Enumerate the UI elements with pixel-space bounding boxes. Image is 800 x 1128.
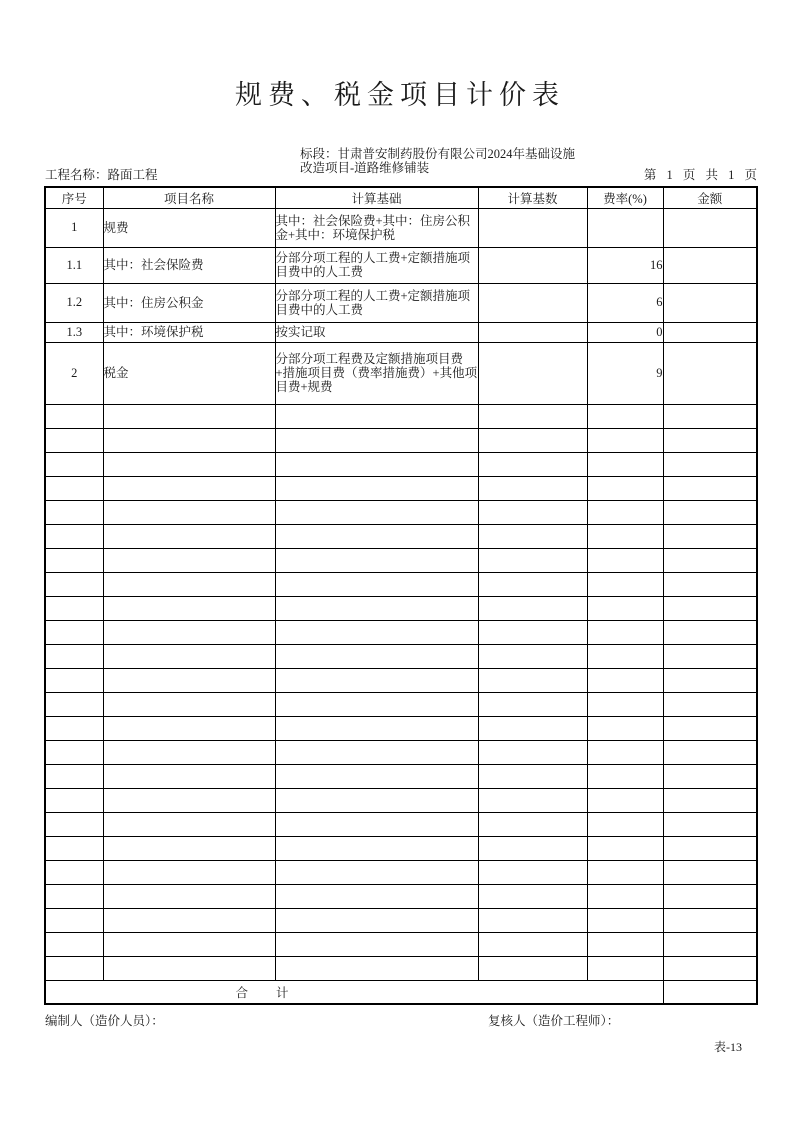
cell-name: [103, 668, 275, 692]
cell-base: [478, 644, 587, 668]
cell-no: 1.3: [45, 322, 103, 342]
cell-name: [103, 524, 275, 548]
table-empty-row: [45, 572, 757, 596]
cell-basis: [275, 500, 478, 524]
cell-amount: [663, 692, 757, 716]
cell-name: [103, 716, 275, 740]
cell-no: [45, 500, 103, 524]
cell-base: [478, 836, 587, 860]
cell-base: [478, 860, 587, 884]
cell-name: [103, 740, 275, 764]
cell-base: [478, 788, 587, 812]
table-empty-row: [45, 452, 757, 476]
column-header-rate: 费率(%): [587, 187, 663, 208]
cell-rate: 6: [587, 283, 663, 322]
cell-base: [478, 812, 587, 836]
column-header-base: 计算基数: [478, 187, 587, 208]
table-row: [45, 283, 757, 322]
cell-basis: [275, 644, 478, 668]
cell-base: [478, 322, 587, 342]
table-empty-row: [45, 836, 757, 860]
cell-amount: [663, 644, 757, 668]
cell-name: [103, 404, 275, 428]
cell-amount: [663, 548, 757, 572]
column-header-name: 项目名称: [103, 187, 275, 208]
table-empty-row: [45, 884, 757, 908]
cell-basis: [275, 908, 478, 932]
cell-rate: [587, 908, 663, 932]
cell-no: [45, 812, 103, 836]
cell-base: [478, 764, 587, 788]
cell-no: [45, 596, 103, 620]
cell-rate: [587, 788, 663, 812]
cell-base: [478, 740, 587, 764]
cell-base: [478, 247, 587, 283]
cell-no: 2: [45, 342, 103, 404]
cell-no: [45, 524, 103, 548]
cell-rate: [587, 644, 663, 668]
cell-name: [103, 860, 275, 884]
table-empty-row: [45, 620, 757, 644]
cell-rate: 16: [587, 247, 663, 283]
cell-name: [103, 836, 275, 860]
section-line-1: 标段：甘肃普安制药股份有限公司2024年基础设施: [300, 147, 576, 161]
cell-basis: [275, 740, 478, 764]
cell-name: [103, 572, 275, 596]
cell-rate: [587, 956, 663, 980]
cell-rate: [587, 860, 663, 884]
cell-rate: [587, 692, 663, 716]
cell-rate: [587, 716, 663, 740]
table-empty-row: [45, 500, 757, 524]
cell-amount: [663, 476, 757, 500]
cell-name: [103, 692, 275, 716]
cell-amount: [663, 342, 757, 404]
cell-name: [103, 620, 275, 644]
header-info: [45, 146, 757, 184]
cell-name: [103, 476, 275, 500]
column-header-no: 序号: [45, 187, 103, 208]
cell-name: [103, 884, 275, 908]
cell-rate: 9: [587, 342, 663, 404]
table-empty-row: [45, 740, 757, 764]
cell-base: [478, 524, 587, 548]
cell-no: [45, 428, 103, 452]
cell-basis: [275, 524, 478, 548]
table-empty-row: [45, 404, 757, 428]
table-empty-row: [45, 908, 757, 932]
cell-base: [478, 572, 587, 596]
section-line-2: 改造项目-道路维修铺装: [300, 160, 430, 175]
cell-name: 税金: [103, 342, 275, 404]
cell-no: [45, 620, 103, 644]
cell-no: [45, 692, 103, 716]
cell-amount: [663, 836, 757, 860]
table-empty-row: [45, 668, 757, 692]
cell-amount: [663, 404, 757, 428]
cell-base: [478, 476, 587, 500]
cell-base: [478, 342, 587, 404]
page-number: 第 1 页 共 1 页: [643, 168, 757, 182]
table-empty-row: [45, 428, 757, 452]
cell-rate: [587, 476, 663, 500]
cell-no: [45, 788, 103, 812]
cell-rate: [587, 740, 663, 764]
cell-basis: [275, 572, 478, 596]
fees-table: [44, 186, 758, 1005]
cell-basis: [275, 548, 478, 572]
table-empty-row: [45, 596, 757, 620]
cell-base: [478, 908, 587, 932]
cell-basis: [275, 668, 478, 692]
cell-amount: [663, 668, 757, 692]
cell-rate: [587, 596, 663, 620]
cell-rate: [587, 404, 663, 428]
cell-no: [45, 668, 103, 692]
cell-base: [478, 428, 587, 452]
cell-rate: [587, 524, 663, 548]
cell-basis: [275, 836, 478, 860]
cell-rate: [587, 764, 663, 788]
table-row: [45, 322, 757, 342]
project-name-label: 工程名称：路面工程: [45, 168, 158, 182]
cell-name: [103, 932, 275, 956]
cell-name: [103, 956, 275, 980]
cell-amount: [663, 764, 757, 788]
cell-base: [478, 208, 587, 247]
cell-no: [45, 884, 103, 908]
table-empty-row: [45, 548, 757, 572]
cell-base: [478, 500, 587, 524]
cell-name: [103, 500, 275, 524]
cell-amount: [663, 956, 757, 980]
cell-base: [478, 716, 587, 740]
table-empty-row: [45, 476, 757, 500]
cell-name: 其中：社会保险费: [103, 247, 275, 283]
cell-basis: [275, 764, 478, 788]
preparer-label: 编制人（造价人员）：: [45, 1014, 164, 1028]
cell-no: [45, 836, 103, 860]
table-empty-row: [45, 860, 757, 884]
cell-basis: [275, 884, 478, 908]
cell-amount: [663, 452, 757, 476]
total-row: [45, 980, 757, 1004]
table-row: [45, 247, 757, 283]
cell-base: [478, 956, 587, 980]
cell-rate: [587, 428, 663, 452]
table-row: [45, 208, 757, 247]
cell-no: 1.2: [45, 283, 103, 322]
column-header-basis: 计算基础: [275, 187, 478, 208]
cell-basis: [275, 620, 478, 644]
cell-basis: [275, 716, 478, 740]
section-label: [300, 148, 575, 175]
cell-name: 其中：住房公积金: [103, 283, 275, 322]
cell-amount: [663, 788, 757, 812]
cell-no: [45, 572, 103, 596]
cell-amount: [663, 740, 757, 764]
cell-basis: 分部分项工程的人工费+定额措施项目费中的人工费: [275, 247, 478, 283]
table-empty-row: [45, 932, 757, 956]
total-amount-cell: [663, 980, 757, 1004]
cell-name: [103, 908, 275, 932]
cell-base: [478, 452, 587, 476]
cell-amount: [663, 908, 757, 932]
cell-amount: [663, 208, 757, 247]
cell-amount: [663, 932, 757, 956]
table-empty-row: [45, 692, 757, 716]
cell-rate: [587, 452, 663, 476]
cell-amount: [663, 428, 757, 452]
cell-rate: [587, 812, 663, 836]
cell-amount: [663, 524, 757, 548]
reviewer-label: 复核人（造价工程师）：: [488, 1014, 620, 1028]
cell-rate: [587, 208, 663, 247]
table-empty-row: [45, 956, 757, 980]
cell-name: 其中：环境保护税: [103, 322, 275, 342]
cell-amount: [663, 884, 757, 908]
cell-amount: [663, 812, 757, 836]
cell-name: [103, 812, 275, 836]
cell-name: [103, 428, 275, 452]
cell-amount: [663, 247, 757, 283]
cell-basis: [275, 476, 478, 500]
cell-no: [45, 404, 103, 428]
cell-rate: [587, 500, 663, 524]
cell-basis: 其中：社会保险费+其中：住房公积金+其中：环境保护税: [275, 208, 478, 247]
cell-no: [45, 764, 103, 788]
cell-base: [478, 404, 587, 428]
cell-base: [478, 283, 587, 322]
cell-no: [45, 716, 103, 740]
cell-no: [45, 860, 103, 884]
cell-no: [45, 476, 103, 500]
cell-amount: [663, 716, 757, 740]
page-title: 规费、税金项目计价表: [235, 80, 565, 110]
cell-rate: [587, 620, 663, 644]
cell-rate: [587, 668, 663, 692]
cell-base: [478, 668, 587, 692]
cell-rate: [587, 884, 663, 908]
cell-name: [103, 548, 275, 572]
cell-amount: [663, 596, 757, 620]
cell-no: 1.1: [45, 247, 103, 283]
table-header-row: [45, 187, 757, 208]
cell-no: [45, 452, 103, 476]
cell-base: [478, 620, 587, 644]
cell-name: 规费: [103, 208, 275, 247]
cell-base: [478, 932, 587, 956]
cell-amount: [663, 322, 757, 342]
cell-amount: [663, 283, 757, 322]
cell-amount: [663, 860, 757, 884]
total-label: 合 计: [235, 985, 290, 1000]
cell-rate: 0: [587, 322, 663, 342]
signature-line: [45, 1011, 757, 1027]
cell-basis: [275, 932, 478, 956]
cell-basis: [275, 812, 478, 836]
table-empty-row: [45, 524, 757, 548]
cell-name: [103, 644, 275, 668]
form-number: 表-13: [714, 1040, 742, 1054]
table-empty-row: [45, 716, 757, 740]
cell-rate: [587, 836, 663, 860]
cell-basis: [275, 956, 478, 980]
cell-no: [45, 932, 103, 956]
cell-no: [45, 548, 103, 572]
cell-basis: [275, 428, 478, 452]
cell-name: [103, 788, 275, 812]
cell-base: [478, 692, 587, 716]
cell-basis: [275, 692, 478, 716]
cell-no: 1: [45, 208, 103, 247]
cell-basis: 分部分项工程的人工费+定额措施项目费中的人工费: [275, 283, 478, 322]
cell-name: [103, 764, 275, 788]
table-empty-row: [45, 788, 757, 812]
cell-rate: [587, 932, 663, 956]
cell-no: [45, 908, 103, 932]
cell-no: [45, 956, 103, 980]
cell-base: [478, 884, 587, 908]
cell-rate: [587, 548, 663, 572]
cell-basis: [275, 860, 478, 884]
column-header-amount: 金额: [663, 187, 757, 208]
table-empty-row: [45, 764, 757, 788]
cell-amount: [663, 500, 757, 524]
cell-basis: [275, 452, 478, 476]
table-empty-row: [45, 812, 757, 836]
cell-base: [478, 596, 587, 620]
cell-basis: [275, 788, 478, 812]
cell-amount: [663, 572, 757, 596]
cell-rate: [587, 572, 663, 596]
cell-name: [103, 452, 275, 476]
cell-amount: [663, 620, 757, 644]
cell-no: [45, 740, 103, 764]
cell-base: [478, 548, 587, 572]
table-row: [45, 342, 757, 404]
cell-name: [103, 596, 275, 620]
cell-basis: 分部分项工程费及定额措施项目费+措施项目费（费率措施费）+其他项目费+规费: [275, 342, 478, 404]
cell-basis: [275, 404, 478, 428]
total-label-cell: [45, 980, 663, 1004]
cell-basis: [275, 596, 478, 620]
cell-no: [45, 644, 103, 668]
cell-basis: 按实记取: [275, 322, 478, 342]
table-empty-row: [45, 644, 757, 668]
